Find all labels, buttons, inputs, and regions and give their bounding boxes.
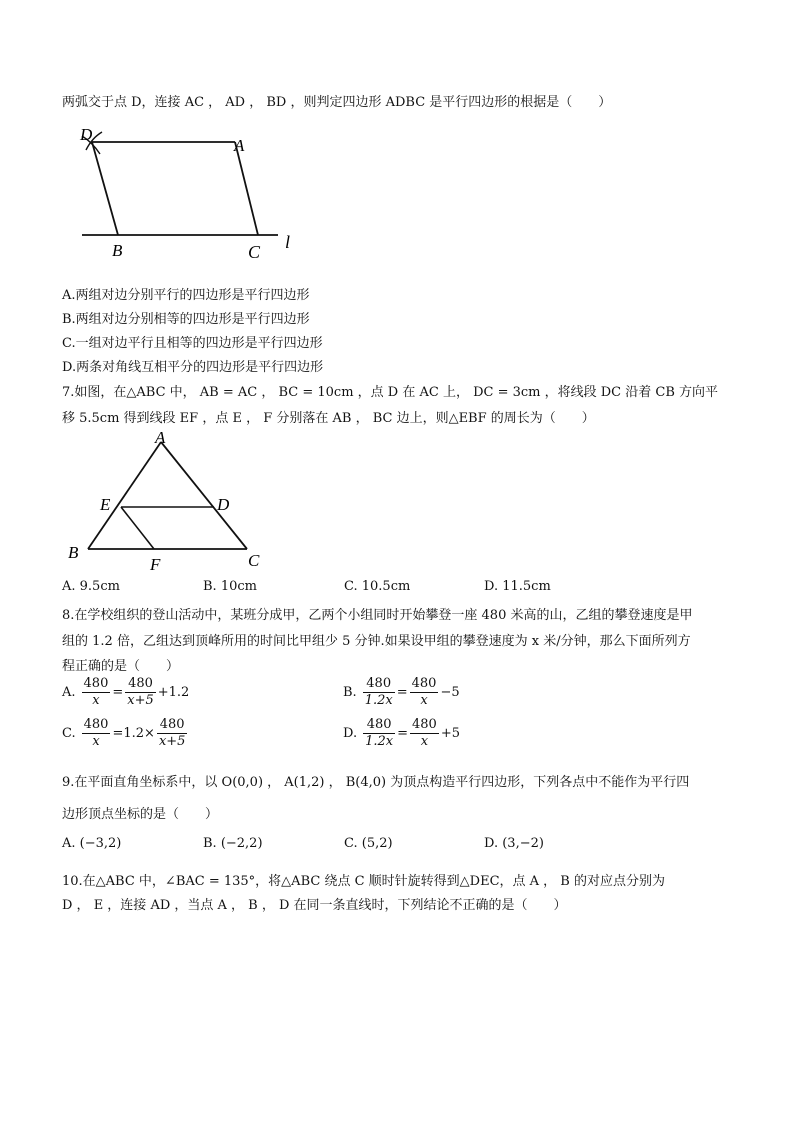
label-B: B — [68, 543, 79, 562]
q7-option-b: B. 10cm — [203, 579, 257, 594]
label-E: E — [100, 495, 111, 514]
side-AB — [88, 442, 161, 549]
q8-option-d: D. $\frac{480}{1.2x}$ = $\frac{480}{x}$ +5 — [343, 717, 461, 749]
q9-option-c: C. (5,2) — [344, 836, 393, 851]
q9-line-1: 9.在平面直角坐标系中，以 O(0,0) ， A(1,2) ， B(4,0) 为顶点构造平行四边形，下列各点中不能作为平行四 — [62, 775, 690, 790]
segment-AC — [235, 142, 258, 235]
label-D: D — [217, 495, 230, 514]
label-A: A — [234, 136, 245, 155]
q6-parallelogram-figure — [68, 118, 308, 263]
q7-option-c: C. 10.5cm — [344, 579, 411, 594]
q6-option-d: D.两条对角线互相平分的四边形是平行四边形 — [62, 360, 324, 375]
q10-line-2: D ， E ，连接 AD ，当点 A ， B ， D 在同一条直线时，下列结论不正确的是（ ） — [62, 898, 567, 913]
q7-line-2: 移 5.5cm 得到线段 EF ，点 E ， F 分别落在 AB ， BC 边上，则△EBF 的周长为（ ） — [62, 411, 595, 426]
q6-option-b: B.两组对边分别相等的四边形是平行四边形 — [62, 312, 310, 327]
side-AC — [161, 442, 247, 549]
q8-line-2: 组的 1.2 倍，乙组达到顶峰所用的时间比甲组少 5 分钟.如果设甲组的攀登速度为 x 米/分钟，那么下面所列方 — [62, 634, 691, 649]
q6-option-a: A.两组对边分别平行的四边形是平行四边形 — [62, 288, 310, 303]
q8-line-1: 8.在学校组织的登山活动中，某班分成甲，乙两个小组同时开始攀登一座 480 米高的山，乙组的攀登速度是甲 — [62, 608, 693, 623]
label-F: F — [150, 555, 161, 574]
label-D: D — [80, 125, 93, 144]
q7-line-1: 7.如图，在△ABC 中， AB = AC ， BC = 10cm ，点 D 在 AC 上， DC = 3cm ，将线段 DC 沿着 CB 方向平 — [62, 385, 719, 400]
q9-option-b: B. (−2,2) — [203, 836, 263, 851]
label-C: C — [248, 551, 260, 570]
q7-option-d: D. 11.5cm — [484, 579, 551, 594]
segment-DB — [92, 142, 118, 235]
q8-line-3: 程正确的是（ ） — [62, 659, 180, 674]
label-C: C — [248, 242, 261, 262]
label-B: B — [112, 241, 123, 260]
label-A: A — [155, 430, 166, 447]
q8-option-c: C. $\frac{480}{x}$ =1.2× $\frac{480}{x+5}$ — [62, 717, 186, 749]
label-l: l — [285, 232, 291, 252]
q9-line-2: 边形顶点坐标的是（ ） — [62, 807, 219, 822]
q8-option-a: A. $\frac{480}{x}$ = $\frac{480}{x+5}$ +1.2 — [62, 676, 190, 708]
q7-option-a: A. 9.5cm — [62, 579, 120, 594]
q10-line-1: 10.在△ABC 中，∠BAC = 135°，将△ABC 绕点 C 顺时针旋转得到△DEC，点 A ， B 的对应点分别为 — [62, 874, 665, 889]
q6-option-c: C.一组对边平行且相等的四边形是平行四边形 — [62, 336, 323, 351]
segment-EF — [121, 507, 154, 549]
q7-triangle-figure — [62, 430, 272, 575]
q8-option-b: B. $\frac{480}{1.2x}$ = $\frac{480}{x}$ −5 — [343, 676, 460, 708]
q9-option-d: D. (3,−2) — [484, 836, 544, 851]
q9-option-a: A. (−3,2) — [62, 836, 122, 851]
q6-stem: 两弧交于点 D，连接 AC ， AD ， BD ，则判定四边形 ADBC 是平行四边形的根据是（ ） — [62, 95, 612, 110]
